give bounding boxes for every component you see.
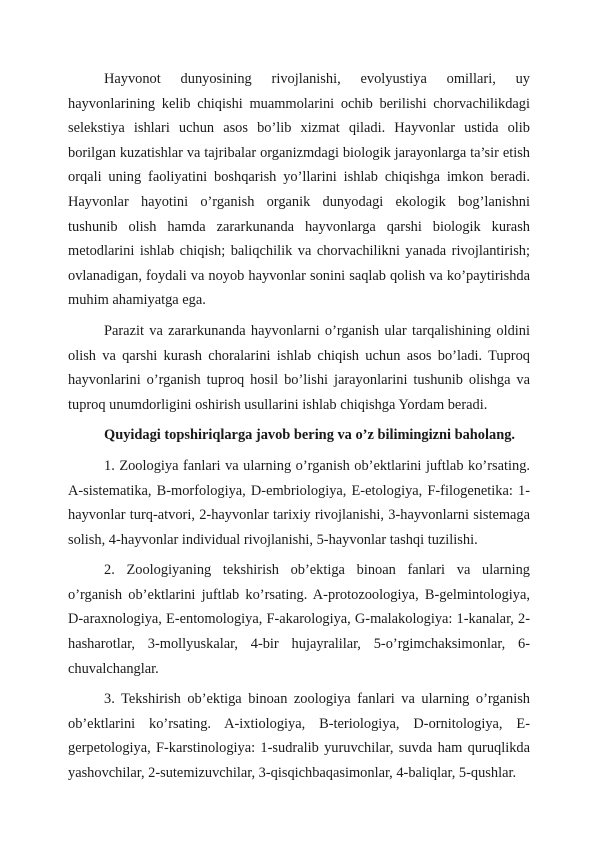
document-body bbox=[68, 67, 530, 792]
task-item-2: 2. Zoologiyaning tekshirish ob’ektiga binoan fanlari va ularning o’rganish ob’ektlarini juftlab ko’rsating. A-protozoologiya, B-gelmintologiya, D-araxnologiya, E-entomologiya, F-akarologiya, G-malakologiya: 1-kanalar, 2-hasharotlar, 3-mollyuskalar, 4-bir hujayralilar, 5-o’rgimchaksimonlar, 6-chuvalchanglar. bbox=[68, 562, 530, 677]
tasks-heading: Quyidagi topshiriqlarga javob bering va o’z bilimingizni baholang. bbox=[104, 427, 515, 444]
intro-paragraph: Hayvonot dunyosining rivojlanishi, evolyustiya omillari, uy hayvonlarining kelib chiqishi muammolarini ochib berilishi chorvachilikdagi selekstiya ishlari uchun asos bo’lib xizmat qiladi. Hayvonlar ustida olib borilgan kuzatishlar va tajribalar organizmdagi biologik jarayonlarga ta’sir etish orqali uning faoliyatini boshqarish yo’llarini ishlab chiqishga imkon beradi. Hayvonlar hayotini o’rganish organik dunyodagi ekologik bog’lanishni tushunib olish hamda zararkunanda hayvonlarga qarshi biologik kurash metodlarini ishlab chiqish; baliqchilik va chorvachilikni yanada rivojlantirish; ovlanadigan, foydali va noyob hayvonlar sonini saqlab qolish va ko’paytirishda muhim ahamiyatga ega. bbox=[68, 71, 530, 309]
parasites-paragraph: Parazit va zararkunanda hayvonlarni o’rganish ular tarqalishining oldini olish va qarshi kurash choralarini ishlab chiqish uchun asos bo’ladi. Tuproq hayvonlarini o’rganish tuproq hosil bo’lishi jarayonlarini tushunib olishga va tuproq unumdorligini oshirish usullarini ishlab chiqishga Yordam beradi. bbox=[68, 322, 530, 413]
task-item-1: 1. Zoologiya fanlari va ularning o’rganish ob’ektlarini juftlab ko’rsating. A-sistematika, B-morfologiya, D-embriologiya, E-etologiya, F-filogenetika: 1-hayvonlar turq-atvori, 2-hayvonlar tarixiy rivojlanishi, 3-hayvonlarni sistemaga solish, 4-hayvonlar individual rivojlanishi, 5-hayvonlar tashqi tuzilishi. bbox=[68, 457, 530, 548]
task-item-3: 3. Tekshirish ob’ektiga binoan zoologiya fanlari va ularning o’rganish ob’ektlarini ko’rsating. A-ixtiologiya, B-teriologiya, D-ornitologiya, E-gerpetologiya, F-karstinologiya: 1-sudralib yuruvchilar, suvda ham quruqlikda yashovchilar, 2-sutemizuvchilar, 3-qisqichbaqasimonlar, 4-baliqlar, 5-qushlar. bbox=[68, 691, 530, 782]
